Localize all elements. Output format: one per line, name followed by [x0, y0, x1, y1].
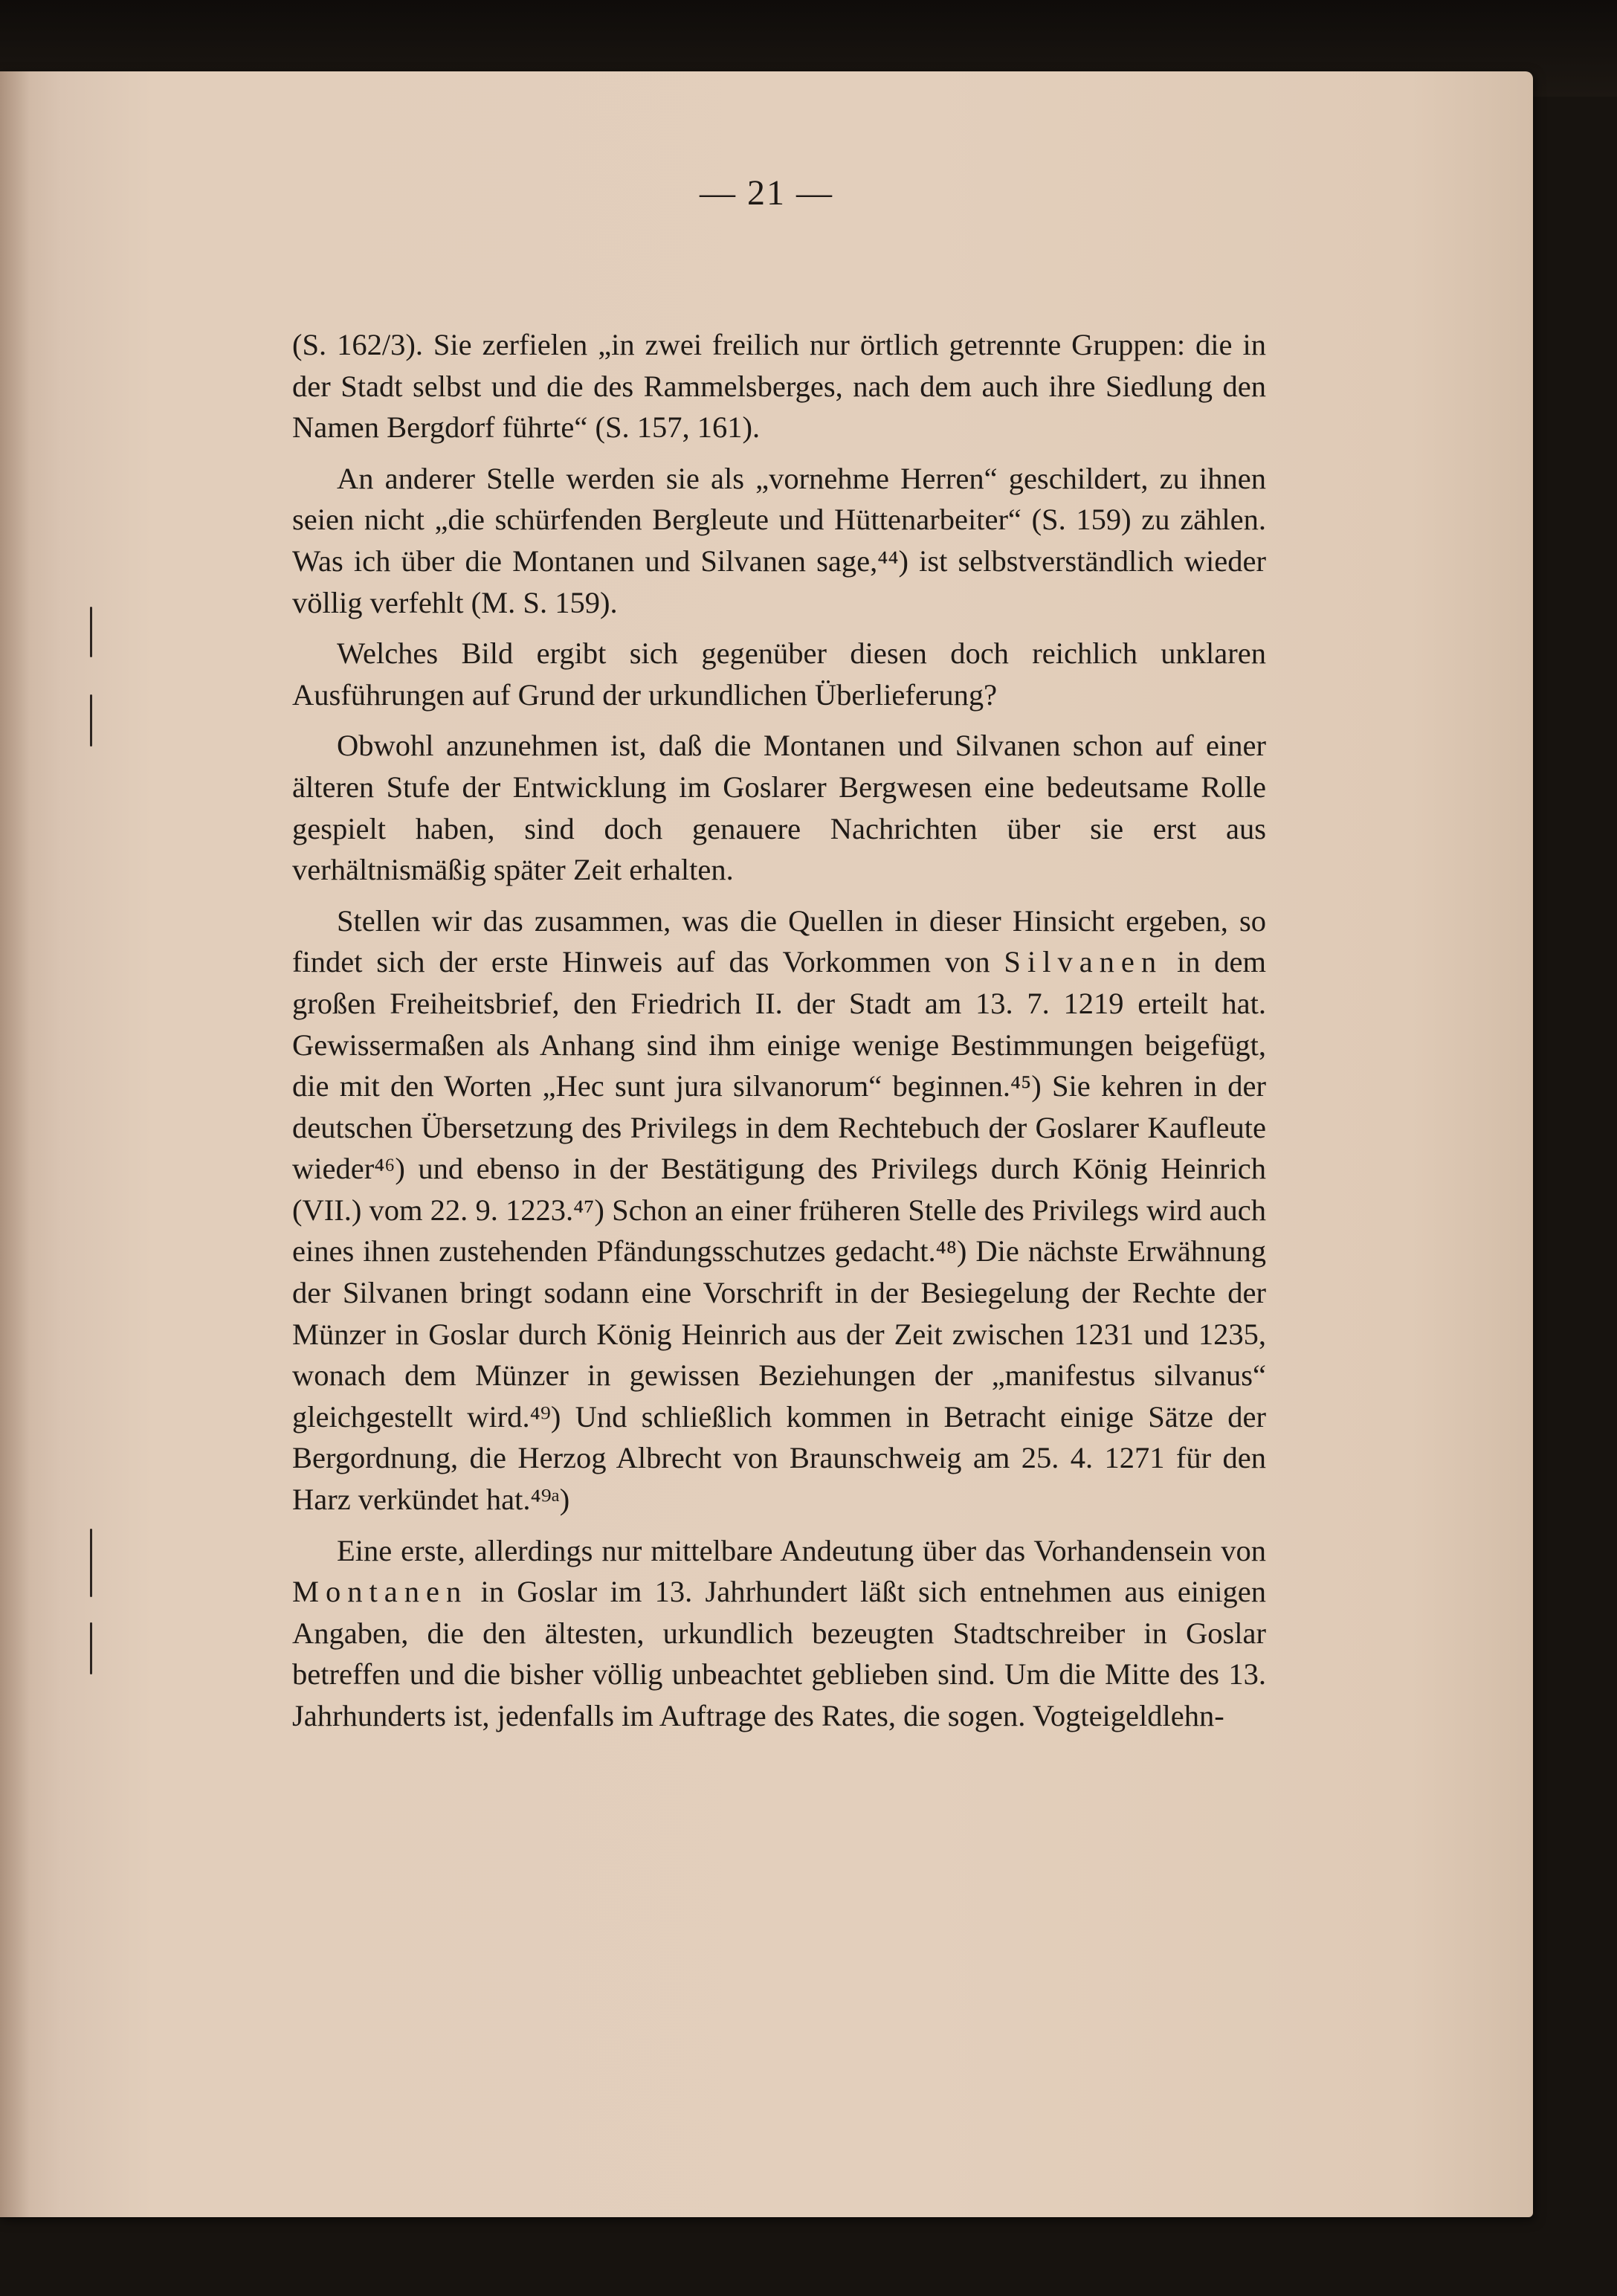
- spaced-term: Silvanen: [1004, 945, 1163, 979]
- paragraph: [292, 1530, 1266, 1737]
- paragraph: [292, 900, 1266, 1521]
- margin-pencil-mark: [90, 607, 92, 657]
- paragraph: An anderer Stelle werden sie als „vornehme Herren“ geschildert, zu ihnen seien nicht „die schürfenden Bergleute und Hüttenarbeiter“ (S. 159) zu zählen. Was ich über die Montanen und Silvanen sage,⁴⁴) ist selbstverständlich wieder völlig verfehlt (M. S. 159).: [292, 461, 1266, 619]
- page-number: — 21 —: [700, 173, 833, 213]
- margin-pencil-mark: [90, 1622, 92, 1674]
- paragraph: Obwohl anzunehmen ist, daß die Montanen und Silvanen schon auf einer älteren Stufe der Entwicklung im Goslarer Bergwesen eine bedeutsame Rolle gespielt haben, sind doch genauere Nachrichten über sie erst aus verhältnismäßig später Zeit erhalten.: [292, 729, 1266, 887]
- paragraph: (S. 162/3). Sie zerfielen „in zwei freilich nur örtlich getrennte Gruppen: die in der Stadt selbst und die des Rammelsberges, nach dem auch ihre Siedlung den Namen Bergdorf führte“ (S. 157, 161).: [292, 328, 1266, 445]
- body-text: [292, 324, 1266, 1747]
- margin-pencil-mark: [90, 1529, 92, 1597]
- paragraph-text: Stellen wir das zusammen, was die Quellen in dieser Hinsicht ergeben, so findet sich der erste Hinweis auf das Vorkommen von: [292, 903, 1266, 979]
- paragraph-text: Eine erste, allerdings nur mittelbare Andeutung über das Vorhandensein von: [337, 1533, 1266, 1567]
- paragraph-text: in dem großen Freiheitsbrief, den Friedrich II. der Stadt am 13. 7. 1219 erteilt hat. Gewissermaßen als Anhang sind ihm einige wenige Bestimmungen beigefügt, die mit den Worten „Hec sunt jura silvanorum“ beginnen.⁴⁵) Sie kehren in der deutschen Übersetzung des Privilegs in dem Rechtebuch der Goslarer Kaufleute wieder⁴⁶) und ebenso in der Bestätigung des Privilegs durch König Heinrich (VII.) vom 22. 9. 1223.⁴⁷) Schon an einer früheren Stelle des Privilegs wird auch eines ihnen zustehenden Pfändungsschutzes gedacht.⁴⁸) Die nächste Erwähnung der Silvanen bringt sodann eine Vorschrift in der Besiegelung der Rechte der Münzer in Goslar durch König Heinrich aus der Zeit zwischen 1231 und 1235, wonach dem Münzer in gewissen Beziehungen der „manifestus silvanus“ gleichgestellt wird.⁴⁹) Und schließlich kommen in Betracht einige Sätze der Bergordnung, die Herzog Albrecht von Braunschweig am 25. 4. 1271 für den Harz verkündet hat.⁴⁹ᵃ): [292, 945, 1267, 1517]
- paragraph-text: in Goslar im 13. Jahrhundert läßt sich entnehmen aus einigen Angaben, die den ältesten, urkundlich bezeugten Stadtschreiber in Goslar betreffen und die bisher völlig unbeachtet geblieben sind. Um die Mitte des 13. Jahrhunderts ist, jedenfalls im Auftrage des Rates, die sogen. Vogteigeldlehn-: [292, 1575, 1267, 1732]
- margin-pencil-mark: [90, 694, 92, 746]
- paragraph: Welches Bild ergibt sich gegenüber diesen doch reichlich unklaren Ausführungen auf Grund der urkundlichen Überlieferung?: [292, 636, 1266, 712]
- spaced-term: Montanen: [292, 1575, 468, 1609]
